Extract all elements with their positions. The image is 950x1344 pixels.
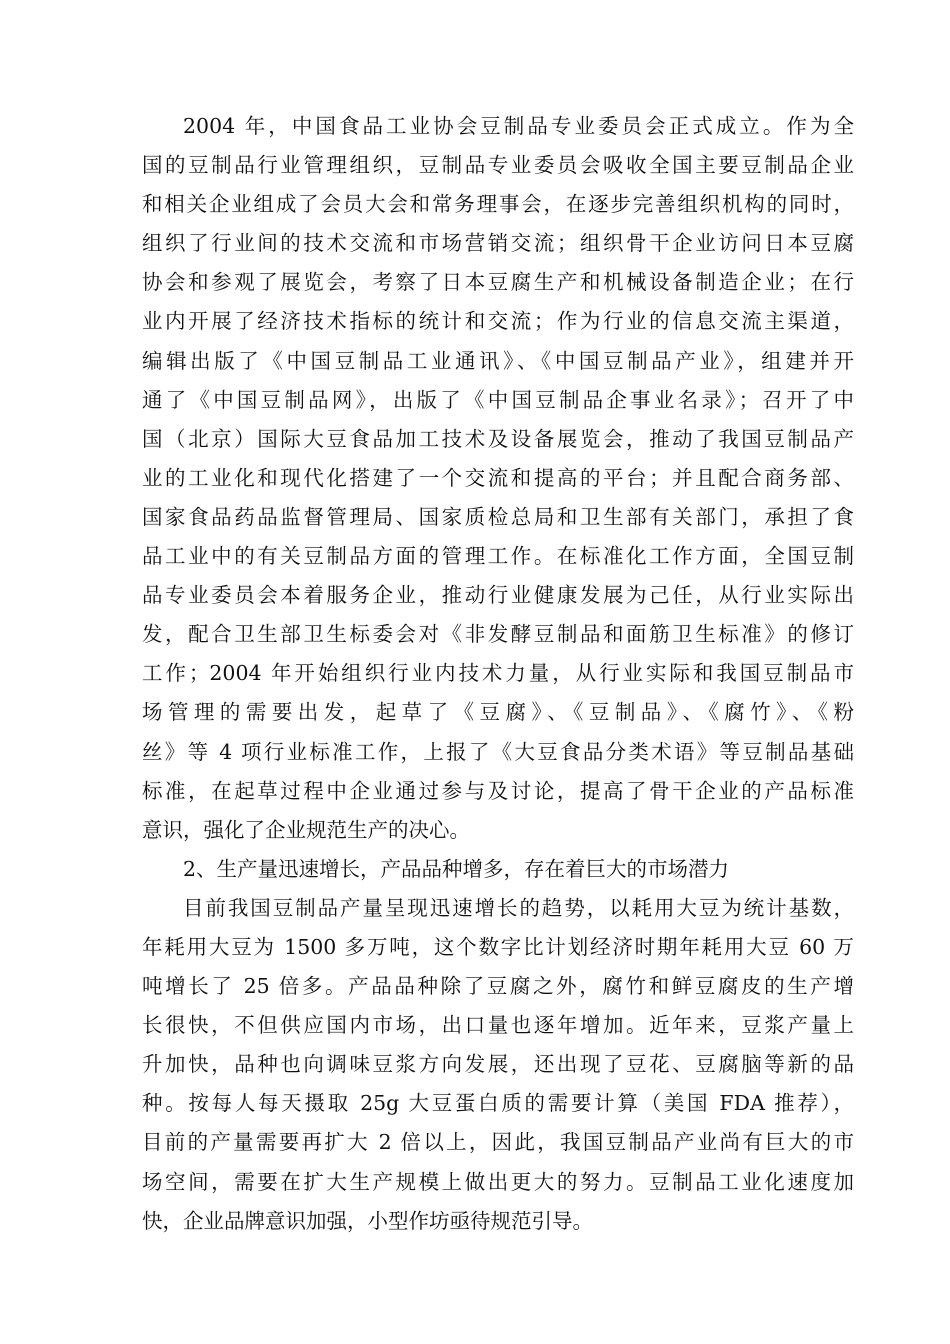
text-line: 品工业中的有关豆制品方面的管理工作。在标准化工作方面，全国豆制 [142, 544, 854, 569]
text-line: 吨增长了 25 倍多。产品品种除了豆腐之外，腐竹和鲜豆腐皮的生产增 [142, 974, 854, 999]
text-line: 国家食品药品监督管理局、国家质检总局和卫生部有关部门，承担了食 [142, 504, 854, 529]
text-line: 年耗用大豆为 1500 多万吨，这个数字比计划经济时期年耗用大豆 60 万 [142, 934, 854, 959]
text-line: 编辑出版了《中国豆制品工业通讯》、《中国豆制品产业》，组建并开 [142, 348, 854, 373]
text-line: 目前的产量需要再扩大 2 倍以上，因此，我国豆制品产业尚有巨大的市 [142, 1130, 854, 1155]
body-text [142, 107, 854, 1241]
text-line: 国（北京）国际大豆食品加工技术及设备展览会，推动了我国豆制品产 [142, 426, 854, 451]
text-line: 意识，强化了企业规范生产的决心。 [142, 817, 470, 842]
text-line: 快，企业品牌意识加强，小型作坊亟待规范引导。 [142, 1208, 593, 1233]
text-line: 2004 年，中国食品工业协会豆制品专业委员会正式成立。作为全 [183, 114, 854, 138]
text-line: 工作；2004 年开始组织行业内技术力量，从行业实际和我国豆制品市 [142, 661, 854, 686]
text-line: 标准，在起草过程中企业通过参与及讨论，提高了骨干企业的产品标准 [142, 778, 854, 803]
text-line: 升加快，品种也向调味豆浆方向发展，还出现了豆花、豆腐脑等新的品 [142, 1052, 854, 1077]
text-line: 发，配合卫生部卫生标委会对《非发酵豆制品和面筋卫生标准》的修订 [142, 622, 854, 647]
section-heading [142, 850, 854, 889]
text-line: 丝》等 4 项行业标准工作，上报了《大豆食品分类术语》等豆制品基础 [142, 739, 854, 764]
text-line: 场空间，需要在扩大生产规模上做出更大的努力。豆制品工业化速度加 [142, 1169, 854, 1194]
text-line: 目前我国豆制品产量呈现迅速增长的趋势，以耗用大豆为统计基数， [183, 895, 854, 920]
text-line: 协会和参观了展览会，考察了日本豆腐生产和机械设备制造企业；在行 [142, 270, 854, 295]
heading-line: 2、生产量迅速增长，产品品种增多，存在着巨大的市场潜力 [183, 856, 730, 881]
text-line: 组织了行业间的技术交流和市场营销交流；组织骨干企业访问日本豆腐 [142, 231, 854, 256]
text-line: 国的豆制品行业管理组织，豆制品专业委员会吸收全国主要豆制品企业 [142, 153, 854, 178]
text-line: 通了《中国豆制品网》，出版了《中国豆制品企事业名录》；召开了中 [142, 387, 854, 412]
text-line: 业的工业化和现代化搭建了一个交流和提高的平台；并且配合商务部、 [142, 465, 854, 490]
paragraph-production [142, 889, 854, 1241]
paragraph-association [142, 107, 854, 850]
text-line: 品专业委员会本着服务企业，推动行业健康发展为己任，从行业实际出 [142, 583, 854, 608]
text-line: 和相关企业组成了会员大会和常务理事会，在逐步完善组织机构的同时， [142, 192, 854, 217]
text-line: 长很快，不但供应国内市场，出口量也逐年增加。近年来，豆浆产量上 [142, 1013, 854, 1038]
text-line: 场管理的需要出发，起草了《豆腐》、《豆制品》、《腐竹》、《粉 [142, 700, 854, 725]
text-line: 业内开展了经济技术指标的统计和交流；作为行业的信息交流主渠道， [142, 309, 854, 334]
text-line: 种。按每人每天摄取 25g 大豆蛋白质的需要计算（美国 FDA 推荐）， [142, 1091, 854, 1116]
